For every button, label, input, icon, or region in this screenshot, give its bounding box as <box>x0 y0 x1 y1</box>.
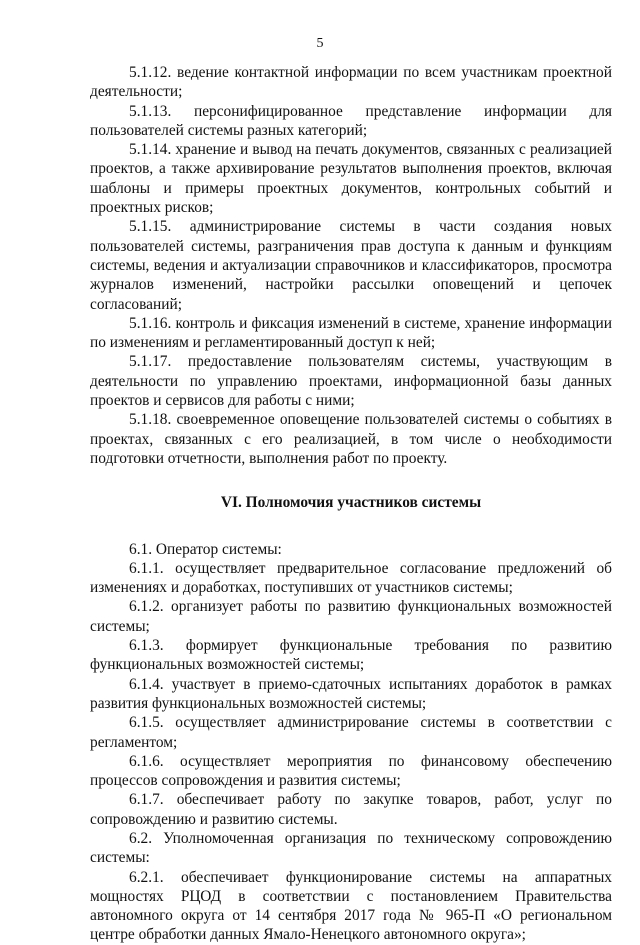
clause-6-1: 6.1. Оператор системы: <box>129 540 282 558</box>
section-6-list <box>90 540 612 945</box>
clause-6-2-1: 6.2.1. обеспечивает функционирование системы на аппаратных мощностях РЦОД в соответствии с постановлением Правительства автономного округа от 14 сентября 2017 года № 965-П «О региональном центре обработки данных Ямало-Ненецкого автономного округа»; <box>90 868 612 944</box>
clause-6-1-3: 6.1.3. формирует функциональные требования по развитию функциональных возможностей системы; <box>90 637 612 674</box>
clause-5-1-13: 5.1.13. персонифицированное представление информации для пользователей системы разных категорий; <box>90 102 612 139</box>
document-body <box>90 63 612 945</box>
clause-6-1-4: 6.1.4. участвует в приемо-сдаточных испытаниях доработок в рамках развития функциональных возможностей системы; <box>90 675 612 712</box>
clause-5-1-17: 5.1.17. предоставление пользователям системы, участвующим в деятельности по управлению проектами, информационной базы данных проектов и сервисов для работы с ними; <box>90 353 612 410</box>
clause-6-1-7: 6.1.7. обеспечивает работу по закупке товаров, работ, услуг по сопровождению и развитию системы. <box>90 791 612 828</box>
clause-5-1-16: 5.1.16. контроль и фиксация изменений в системе, хранение информации по изменениям и регламентированный доступ к ней; <box>90 314 612 352</box>
clause-6-1-1: 6.1.1. осуществляет предварительное согласование предложений об изменениях и доработках, поступивших от участников системы; <box>90 559 612 597</box>
clause-5-1-15: 5.1.15. администрирование системы в части создания новых пользователей системы, разграничения прав доступа к данным и функциям системы, ведения и актуализации справочников и классификаторов, просмотра журналов изменений, настройки рассылки оповещений и цепочек согласований; <box>90 218 612 313</box>
page-number: 5 <box>316 36 324 51</box>
clause-5-1-14: 5.1.14. хранение и вывод на печать документов, связанных с реализацией проектов, а также архивирование результатов выполнения проектов, включая шаблоны и примеры проектных документов, контрольных событий и проектных рисков; <box>90 141 612 217</box>
clause-6-1-6: 6.1.6. осуществляет мероприятия по финансовому обеспечению процессов сопровождения и развития системы; <box>90 752 612 790</box>
clause-6-1-5: 6.1.5. осуществляет администрирование системы в соответствии с регламентом; <box>90 714 612 751</box>
section-heading: VI. Полномочия участников системы <box>220 494 482 512</box>
clause-5-1-18: 5.1.18. своевременное оповещение пользователей системы о событиях в проектах, связанных с его реализацией, в том числе о необходимости подготовки отчетности, выполнения работ по проекту. <box>90 411 612 467</box>
section-5-list <box>90 63 612 468</box>
clause-6-1-2: 6.1.2. организует работы по развитию функциональных возможностей системы; <box>90 598 612 635</box>
clause-5-1-12: 5.1.12. ведение контактной информации по всем участникам проектной деятельности; <box>90 64 612 101</box>
clause-6-2: 6.2. Уполномоченная организация по техническому сопровождению системы: <box>90 829 612 867</box>
